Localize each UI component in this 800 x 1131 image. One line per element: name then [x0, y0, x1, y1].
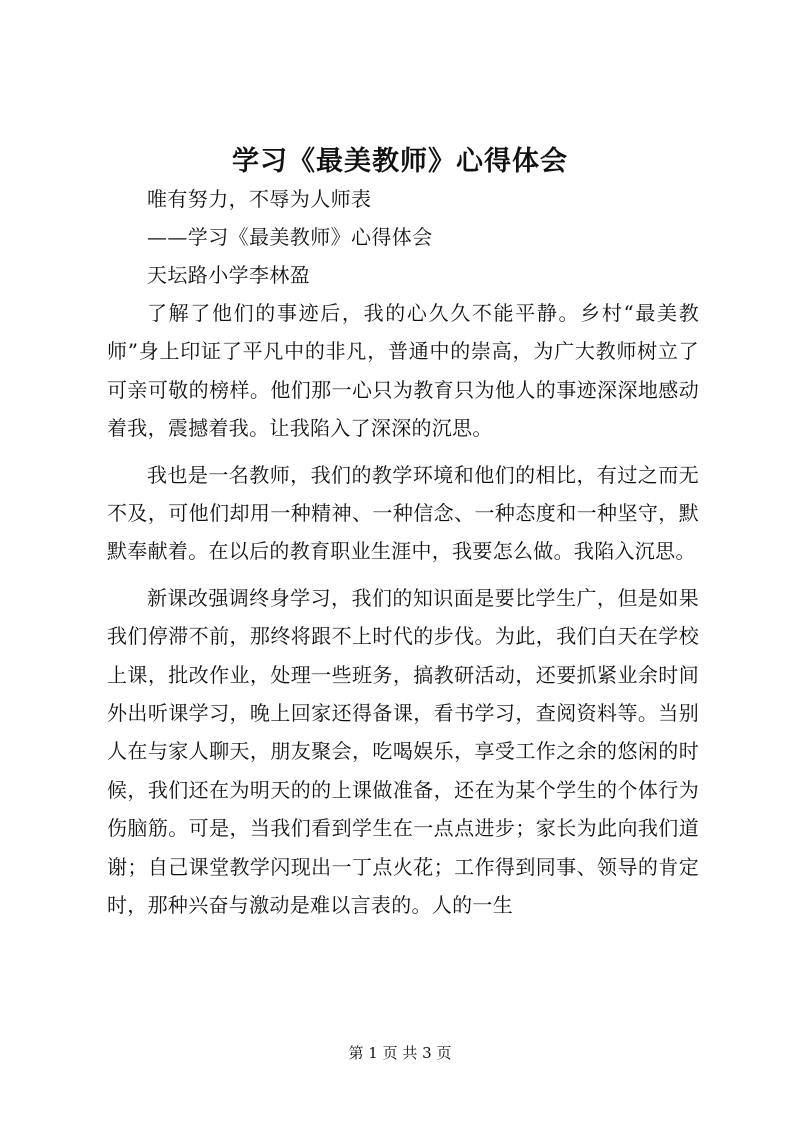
- paragraph-spacer: [107, 448, 699, 456]
- page-number-footer: 第 1 页 共 3 页: [348, 1044, 452, 1062]
- paragraph-spacer: [107, 571, 699, 579]
- subtitle-line: 唯有努力，不辱为人师表: [147, 187, 372, 211]
- paragraph-2: 我也是一名教师，我们的教学环境和他们的相比，有过之而无不及，可他们却用一种精神、一种信念、一种态度和一种坚守，默默奉献着。在以后的教育职业生涯中，我要怎么做。我陷入沉思。: [107, 462, 699, 564]
- document-body: [107, 180, 699, 925]
- paragraph-1: 了解了他们的事迹后，我的心久久不能平静。乡村“最美教师”身上印证了平凡中的非凡，普通中的崇高，为广大教师树立了可亲可敬的榜样。他们那一心只为教育只为他人的事迹深深地感动着我，震撼着我。让我陷入了深深的沉思。: [107, 301, 699, 441]
- document-title: 学习《最美教师》心得体会: [232, 146, 568, 177]
- subtitle-source-line: ——学习《最美教师》心得体会: [147, 225, 433, 249]
- paragraph-3: 新课改强调终身学习，我们的知识面是要比学生广，但是如果我们停滞不前，那终将跟不上时代的步伐。为此，我们白天在学校上课，批改作业，处理一些班务，搞教研活动，还要抓紧业余时间外出听课学习，晚上回家还得备课，看书学习，查阅资料等。当别人在与家人聊天，朋友聚会，吃喝娱乐，享受工作之余的悠闲的时候，我们还在为明天的的上课做准备，还在为某个学生的个体行为伤脑筋。可是，当我们看到学生在一点点进步；家长为此向我们道谢；自己课堂教学闪现出一丁点火花；工作得到同事、领导的肯定时，那种兴奋与激动是难以言表的。人的一生: [107, 585, 699, 918]
- author-line: 天坛路小学李林盈: [147, 263, 311, 287]
